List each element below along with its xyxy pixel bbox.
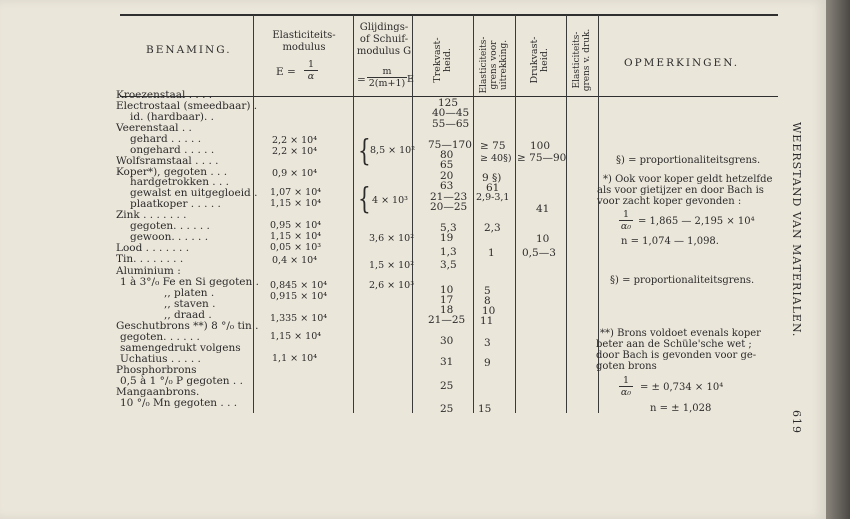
header-benaming: BENAMING. <box>146 44 232 56</box>
elast-uitrek-value: 5 <box>484 285 491 297</box>
remark-fraction-den: α₀ <box>620 387 632 398</box>
trek-value: 40—45 <box>432 107 470 119</box>
col-divider <box>473 15 474 413</box>
druk-value: 10 <box>536 233 550 245</box>
remark-text: door Bach is gevonden voor ge- <box>596 350 757 361</box>
g-formula-suffix: E <box>407 74 414 85</box>
header-elasticiteits-modulus: Elasticiteits-modulus <box>272 30 336 53</box>
header-elast-druk-label: Elasticiteits-grens v. druk. <box>572 28 592 92</box>
druk-value: 41 <box>536 203 550 215</box>
page-number: 619 <box>790 410 803 434</box>
trek-value: 80 <box>440 149 454 161</box>
row-name: 0,5 à 1 °/₀ P gegoten . . <box>120 375 243 387</box>
druk-value: ≥ 75—90 <box>517 152 567 164</box>
trek-value: 55—65 <box>432 118 470 130</box>
row-name: 10 °/₀ Mn gegoten . . . <box>120 397 238 409</box>
header-elast-uitrekking-label: Elasticiteits-grens voor uitrekking. <box>479 36 509 94</box>
top-rule <box>120 14 778 16</box>
col-divider <box>353 15 354 413</box>
druk-value: 0,5—3 <box>522 247 556 259</box>
remark-text: *) Ook voor koper geldt hetzelfde <box>603 174 773 185</box>
remark-text: n = 1,074 — 1,098. <box>621 236 719 247</box>
remark-text: voor zacht koper gevonden : <box>597 196 742 207</box>
col-divider <box>566 15 567 413</box>
trek-value: 63 <box>440 180 454 192</box>
elast-uitrek-value: 61 <box>486 182 500 194</box>
elast-uitrek-value: 9 <box>484 357 491 369</box>
elast-uitrek-value: 10 <box>482 305 496 317</box>
e-value: 0,915 × 10⁴ <box>270 291 328 302</box>
e-value: 2,2 × 10⁴ <box>272 135 318 146</box>
page-edge <box>826 0 850 519</box>
header-elast-druk <box>572 25 592 95</box>
header-opmerkingen: OPMERKINGEN. <box>624 57 740 69</box>
e-value: 0,4 × 10⁴ <box>272 255 318 266</box>
row-name: gewalst en uitgegloeid . <box>130 187 258 199</box>
row-name: ,, draad . <box>164 309 212 321</box>
e-value: 1,15 × 10⁴ <box>270 198 322 209</box>
remark-text: = ± 0,734 × 10⁴ <box>640 382 724 393</box>
row-name: Zink . . . . . . . <box>116 209 187 221</box>
row-name: id. (hardbaar). . <box>130 111 214 123</box>
col-divider <box>515 15 516 413</box>
trek-value: 18 <box>440 304 454 316</box>
e-value: 0,95 × 10⁴ <box>270 220 322 231</box>
remark-fraction-num: 1 <box>622 375 630 386</box>
e-formula-num: 1 <box>307 59 315 70</box>
trek-value: 20—25 <box>430 201 468 213</box>
g-formula-den: 2(m+1) <box>368 78 406 89</box>
row-name: Phosphorbrons <box>116 364 197 376</box>
elast-uitrek-value: 3 <box>484 337 491 349</box>
trek-value: 25 <box>440 403 454 415</box>
row-name: Kroezenstaal . . . . <box>116 89 213 101</box>
row-name: gewoon. . . . . . <box>130 231 209 243</box>
row-name: plaatkoper . . . . . <box>130 198 221 210</box>
g-value: 8,5 × 10² <box>370 145 416 156</box>
trek-value: 10 <box>440 284 454 296</box>
row-name: Geschutbrons **) 8 °/₀ tin . <box>116 320 259 332</box>
g-value: 1,5 × 10² <box>369 260 415 271</box>
g-value: 3,6 × 10² <box>369 233 415 244</box>
trek-value: 19 <box>440 232 454 244</box>
row-name: gegoten. . . . . . <box>120 331 200 343</box>
row-name: ,, platen . <box>164 287 215 299</box>
elast-uitrek-value: 8 <box>484 295 491 307</box>
g-formula-num: m <box>382 66 392 77</box>
brace-icon: { <box>358 180 371 216</box>
row-name: hardgetrokken . . . <box>130 176 229 188</box>
elast-uitrek-value: ≥ 75 <box>480 140 506 152</box>
header-trekvastheid-label: Trekvast-heid. <box>432 37 453 83</box>
row-name: gehard . . . . . <box>130 133 202 145</box>
remark-text: beter aan de Schüle'sche wet ; <box>596 339 752 350</box>
elast-uitrek-value: 15 <box>478 403 492 415</box>
header-elast-uitrekking <box>479 30 509 100</box>
druk-value: 100 <box>530 140 551 152</box>
trek-value: 17 <box>440 294 454 306</box>
row-name: Aluminium : <box>116 265 181 277</box>
row-name: Uchatius . . . . . <box>120 353 201 365</box>
remark-text: §) = proportionaliteitsgrens. <box>610 275 755 286</box>
trek-value: 20 <box>440 170 454 182</box>
remark-text: §) = proportionaliteitsgrens. <box>616 155 761 166</box>
row-name: Wolfsramstaal . . . . <box>116 155 219 167</box>
g-formula-prefix: = <box>357 74 366 86</box>
e-value: 1,07 × 10⁴ <box>270 187 322 198</box>
trek-value: 125 <box>438 97 459 109</box>
e-value: 0,9 × 10⁴ <box>272 168 318 179</box>
g-formula-fraction <box>367 66 407 89</box>
header-trekvastheid <box>433 30 453 90</box>
trek-value: 3,5 <box>440 259 457 271</box>
elast-uitrek-value: 9 §) <box>482 172 502 184</box>
row-name: gegoten. . . . . . <box>130 220 210 232</box>
e-formula-den: α <box>304 70 318 82</box>
e-formula-prefix: E = <box>276 66 296 78</box>
trek-value: 75—170 <box>428 139 472 151</box>
side-title: WEERSTAND VAN MATERIALEN. <box>790 122 803 338</box>
trek-value: 65 <box>440 159 454 171</box>
g-value: 4 × 10³ <box>372 195 408 206</box>
e-value: 2,2 × 10⁴ <box>272 146 318 157</box>
trek-value: 25 <box>440 380 454 392</box>
e-value: 1,15 × 10⁴ <box>270 231 322 242</box>
trek-value: 21—23 <box>430 191 468 203</box>
row-name: Lood . . . . . . . <box>116 242 190 254</box>
row-name: Tin. . . . . . . . <box>116 253 184 265</box>
row-name: ongehard . . . . . <box>130 144 215 156</box>
row-name: samengedrukt volgens <box>120 342 241 354</box>
elast-uitrek-value: ≥ 40§) <box>480 153 512 164</box>
header-drukvastheid <box>530 30 550 90</box>
remark-text: goten brons <box>596 361 657 372</box>
header-glijdings: Glijdings- of Schuif-modulus G <box>356 22 412 57</box>
trek-value: 31 <box>440 356 454 368</box>
trek-value: 1,3 <box>440 246 457 258</box>
remark-fraction <box>619 209 633 232</box>
row-name: Veerenstaal . . <box>116 122 192 134</box>
row-name: 1 à 3°/₀ Fe en Si gegoten . <box>120 276 259 288</box>
col-divider <box>253 15 254 413</box>
row-name: Electrostaal (smeedbaar) . <box>116 100 258 112</box>
elast-uitrek-value: 11 <box>480 315 494 327</box>
e-formula-fraction <box>304 59 318 82</box>
e-value: 1,335 × 10⁴ <box>270 313 328 324</box>
elast-uitrek-value: 2,9-3,1 <box>476 192 510 203</box>
brace-icon: { <box>358 132 371 168</box>
e-value: 1,1 × 10⁴ <box>272 353 318 364</box>
remark-text: als voor gietijzer en door Bach is <box>597 185 764 196</box>
e-value: 1,15 × 10⁴ <box>270 331 322 342</box>
trek-value: 21—25 <box>428 314 466 326</box>
trek-value: 5,3 <box>440 222 457 234</box>
elast-uitrek-value: 1 <box>488 247 495 259</box>
remark-text: n = ± 1,028 <box>650 403 712 414</box>
row-name: Koper*), gegoten . . . <box>116 166 228 178</box>
g-value: 2,6 × 10³ <box>369 280 415 291</box>
remark-fraction-den: α₀ <box>620 221 632 232</box>
trek-value: 30 <box>440 335 454 347</box>
remark-fraction-num: 1 <box>622 209 630 220</box>
remark-text: **) Brons voldoet evenals koper <box>600 328 761 339</box>
e-value: 0,05 × 10³ <box>270 242 322 253</box>
e-value: 0,845 × 10⁴ <box>270 280 328 291</box>
remark-text: = 1,865 — 2,195 × 10⁴ <box>638 216 755 227</box>
remark-fraction <box>619 375 633 398</box>
row-name: ,, staven . <box>164 298 216 310</box>
elast-uitrek-value: 2,3 <box>484 222 501 234</box>
header-drukvastheid-label: Drukvast-heid. <box>529 36 550 84</box>
row-name: Mangaanbrons. <box>116 386 200 398</box>
